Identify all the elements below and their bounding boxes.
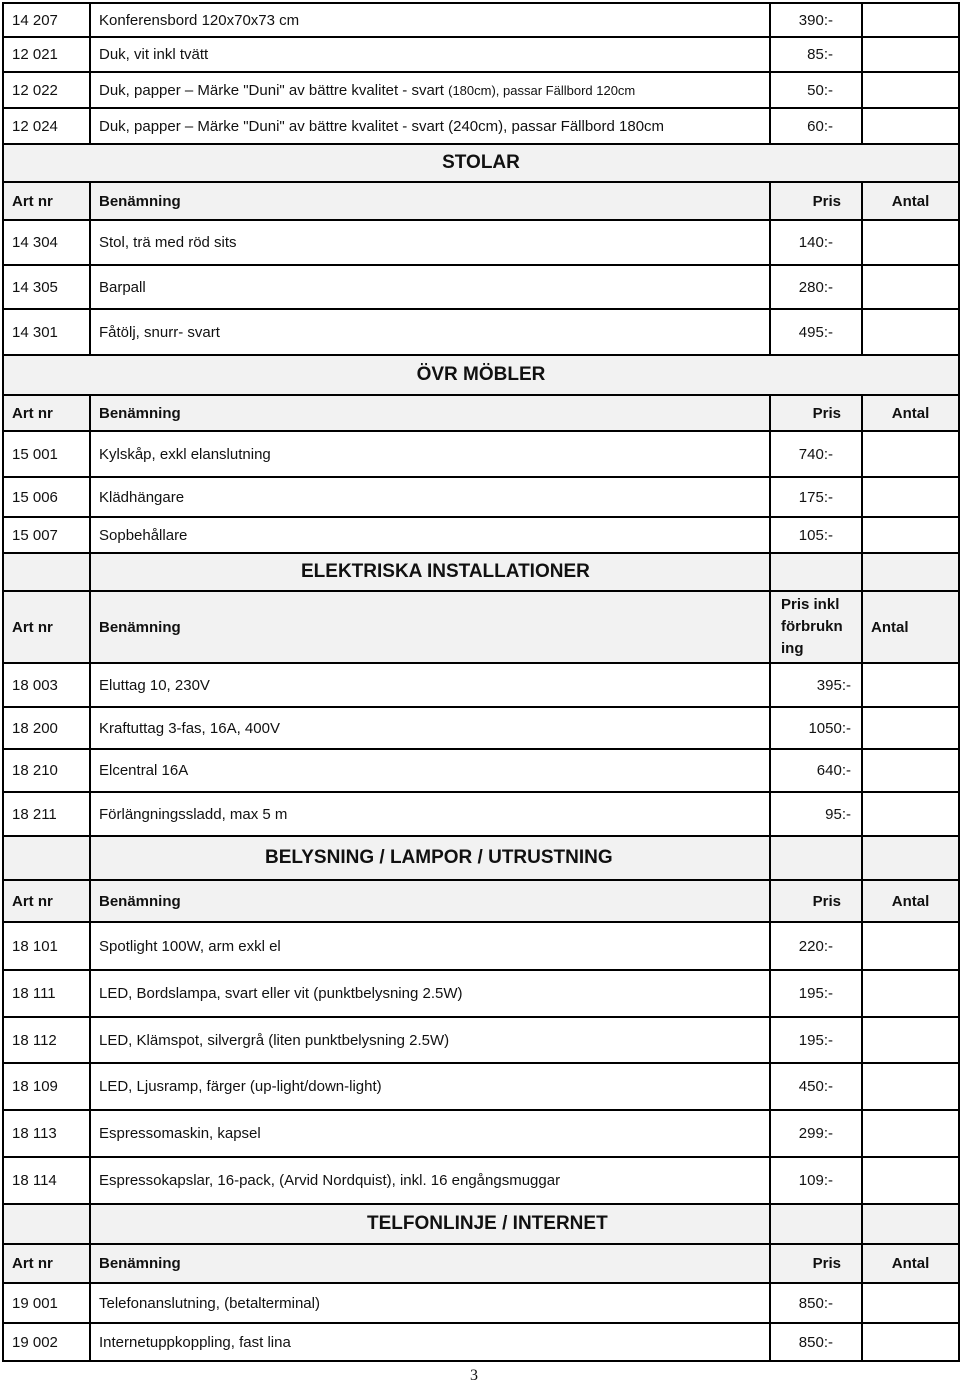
price-list-table bbox=[2, 2, 960, 1362]
item-name: LED, Ljusramp, färger (up-light/down-light) bbox=[90, 1063, 770, 1110]
item-name-main: Duk, papper – Märke "Duni" av bättre kvalitet - svart bbox=[99, 81, 449, 99]
table-row bbox=[3, 707, 959, 749]
section-blank bbox=[770, 1204, 862, 1244]
qty-cell[interactable] bbox=[862, 37, 959, 72]
item-name: Sopbehållare bbox=[90, 517, 770, 553]
art-nr: 18 112 bbox=[3, 1017, 90, 1063]
qty-cell[interactable] bbox=[862, 431, 959, 477]
item-price: 740:- bbox=[770, 431, 862, 477]
item-name: Elcentral 16A bbox=[90, 749, 770, 792]
art-nr: 14 207 bbox=[3, 3, 90, 37]
art-nr: 14 304 bbox=[3, 220, 90, 265]
qty-cell[interactable] bbox=[862, 477, 959, 517]
table-row bbox=[3, 108, 959, 144]
qty-cell[interactable] bbox=[862, 749, 959, 792]
item-price: 60:- bbox=[770, 108, 862, 144]
item-price: 495:- bbox=[770, 309, 862, 355]
section-blank bbox=[770, 836, 862, 880]
art-nr: 12 022 bbox=[3, 72, 90, 108]
table-row bbox=[3, 792, 959, 836]
qty-cell[interactable] bbox=[862, 970, 959, 1017]
item-price: 95:- bbox=[770, 792, 862, 836]
col-art-nr: Art nr bbox=[3, 395, 90, 431]
col-art-nr: Art nr bbox=[3, 880, 90, 922]
qty-cell[interactable] bbox=[862, 707, 959, 749]
column-header-row bbox=[3, 395, 959, 431]
item-name: Stol, trä med röd sits bbox=[90, 220, 770, 265]
section-title: ÖVR MÖBLER bbox=[3, 355, 959, 395]
col-qty: Antal bbox=[862, 880, 959, 922]
section-blank bbox=[3, 1204, 90, 1244]
table-row bbox=[3, 749, 959, 792]
column-header-row bbox=[3, 182, 959, 220]
table-row bbox=[3, 72, 959, 108]
col-art-nr: Art nr bbox=[3, 182, 90, 220]
art-nr: 19 001 bbox=[3, 1283, 90, 1323]
section-title: STOLAR bbox=[3, 144, 959, 182]
table-row bbox=[3, 922, 959, 970]
art-nr: 12 024 bbox=[3, 108, 90, 144]
item-price: 220:- bbox=[770, 922, 862, 970]
section-blank bbox=[862, 553, 959, 591]
art-nr: 18 109 bbox=[3, 1063, 90, 1110]
item-price: 299:- bbox=[770, 1110, 862, 1157]
item-price: 390:- bbox=[770, 3, 862, 37]
item-name: Espressomaskin, kapsel bbox=[90, 1110, 770, 1157]
table-row bbox=[3, 1283, 959, 1323]
col-art-nr: Art nr bbox=[3, 1244, 90, 1283]
table-row bbox=[3, 431, 959, 477]
item-name bbox=[90, 72, 770, 108]
column-header-row bbox=[3, 1244, 959, 1283]
item-name: Duk, vit inkl tvätt bbox=[90, 37, 770, 72]
table-row bbox=[3, 477, 959, 517]
qty-cell[interactable] bbox=[862, 1157, 959, 1204]
section-header bbox=[3, 1204, 959, 1244]
art-nr: 18 200 bbox=[3, 707, 90, 749]
item-name: Spotlight 100W, arm exkl el bbox=[90, 922, 770, 970]
item-name: Internetuppkoppling, fast lina bbox=[90, 1323, 770, 1361]
qty-cell[interactable] bbox=[862, 792, 959, 836]
section-blank bbox=[862, 1204, 959, 1244]
section-blank bbox=[770, 553, 862, 591]
item-price: 850:- bbox=[770, 1283, 862, 1323]
section-header bbox=[3, 836, 959, 880]
qty-cell[interactable] bbox=[862, 1017, 959, 1063]
item-name: Duk, papper – Märke "Duni" av bättre kvalitet - svart (240cm), passar Fällbord 180cm bbox=[90, 108, 770, 144]
qty-cell[interactable] bbox=[862, 1110, 959, 1157]
table-row bbox=[3, 1110, 959, 1157]
item-name: Eluttag 10, 230V bbox=[90, 663, 770, 707]
item-price: 50:- bbox=[770, 72, 862, 108]
qty-cell[interactable] bbox=[862, 1283, 959, 1323]
section-header bbox=[3, 355, 959, 395]
qty-cell[interactable] bbox=[862, 72, 959, 108]
column-header-row bbox=[3, 880, 959, 922]
col-name: Benämning bbox=[90, 1244, 770, 1283]
qty-cell[interactable] bbox=[862, 309, 959, 355]
qty-cell[interactable] bbox=[862, 1323, 959, 1361]
item-name: Barpall bbox=[90, 265, 770, 309]
qty-cell[interactable] bbox=[862, 220, 959, 265]
table-row bbox=[3, 517, 959, 553]
art-nr: 14 301 bbox=[3, 309, 90, 355]
col-qty: Antal bbox=[862, 1244, 959, 1283]
item-price: 1050:- bbox=[770, 707, 862, 749]
table-row bbox=[3, 1063, 959, 1110]
art-nr: 18 101 bbox=[3, 922, 90, 970]
item-price: 195:- bbox=[770, 970, 862, 1017]
qty-cell[interactable] bbox=[862, 3, 959, 37]
qty-cell[interactable] bbox=[862, 108, 959, 144]
table-row bbox=[3, 1017, 959, 1063]
section-blank bbox=[3, 836, 90, 880]
col-price: Pris bbox=[770, 1244, 862, 1283]
item-name: Förlängningssladd, max 5 m bbox=[90, 792, 770, 836]
qty-cell[interactable] bbox=[862, 1063, 959, 1110]
item-price: 85:- bbox=[770, 37, 862, 72]
table-row bbox=[3, 309, 959, 355]
art-nr: 19 002 bbox=[3, 1323, 90, 1361]
col-name: Benämning bbox=[90, 182, 770, 220]
table-row bbox=[3, 265, 959, 309]
col-name: Benämning bbox=[90, 591, 770, 663]
col-price-incl: Pris inkl förbrukn ing bbox=[770, 591, 862, 663]
item-price: 140:- bbox=[770, 220, 862, 265]
item-price: 195:- bbox=[770, 1017, 862, 1063]
table-row bbox=[3, 1157, 959, 1204]
section-header bbox=[3, 144, 959, 182]
item-name: Fåtölj, snurr- svart bbox=[90, 309, 770, 355]
item-price: 109:- bbox=[770, 1157, 862, 1204]
item-name: Klädhängare bbox=[90, 477, 770, 517]
qty-cell[interactable] bbox=[862, 663, 959, 707]
table-row bbox=[3, 220, 959, 265]
item-price: 640:- bbox=[770, 749, 862, 792]
col-art-nr: Art nr bbox=[3, 591, 90, 663]
col-qty: Antal bbox=[862, 395, 959, 431]
col-price: Pris bbox=[770, 395, 862, 431]
item-name: Kylskåp, exkl elanslutning bbox=[90, 431, 770, 477]
section-title: TELFONLINJE / INTERNET bbox=[90, 1204, 770, 1244]
qty-cell[interactable] bbox=[862, 265, 959, 309]
item-name-small: (180cm), passar Fällbord 120cm bbox=[448, 82, 636, 98]
art-nr: 18 211 bbox=[3, 792, 90, 836]
table-row bbox=[3, 970, 959, 1017]
item-name: Konferensbord 120x70x73 cm bbox=[90, 3, 770, 37]
item-price: 450:- bbox=[770, 1063, 862, 1110]
col-price: Pris bbox=[770, 182, 862, 220]
item-price: 280:- bbox=[770, 265, 862, 309]
art-nr: 12 021 bbox=[3, 37, 90, 72]
item-name: LED, Bordslampa, svart eller vit (punktbelysning 2.5W) bbox=[90, 970, 770, 1017]
table-row bbox=[3, 37, 959, 72]
art-nr: 18 114 bbox=[3, 1157, 90, 1204]
col-name: Benämning bbox=[90, 395, 770, 431]
col-qty: Antal bbox=[862, 182, 959, 220]
table-row bbox=[3, 3, 959, 37]
art-nr: 18 113 bbox=[3, 1110, 90, 1157]
art-nr: 15 001 bbox=[3, 431, 90, 477]
qty-cell[interactable] bbox=[862, 922, 959, 970]
column-header-row bbox=[3, 591, 959, 663]
table-row bbox=[3, 1323, 959, 1361]
art-nr: 14 305 bbox=[3, 265, 90, 309]
section-title: BELYSNING / LAMPOR / UTRUSTNING bbox=[90, 836, 770, 880]
item-price: 395:- bbox=[770, 663, 862, 707]
col-price: Pris bbox=[770, 880, 862, 922]
qty-cell[interactable] bbox=[862, 517, 959, 553]
art-nr: 18 210 bbox=[3, 749, 90, 792]
table-row bbox=[3, 663, 959, 707]
col-qty: Antal bbox=[862, 591, 959, 663]
section-blank bbox=[862, 836, 959, 880]
item-name: Espressokapslar, 16-pack, (Arvid Nordquist), inkl. 16 engångsmuggar bbox=[90, 1157, 770, 1204]
item-price: 105:- bbox=[770, 517, 862, 553]
section-header bbox=[3, 553, 959, 591]
page-number: 3 bbox=[470, 1367, 478, 1384]
section-blank bbox=[3, 553, 90, 591]
art-nr: 18 003 bbox=[3, 663, 90, 707]
art-nr: 15 006 bbox=[3, 477, 90, 517]
item-name: Kraftuttag 3-fas, 16A, 400V bbox=[90, 707, 770, 749]
item-price: 175:- bbox=[770, 477, 862, 517]
section-title: ELEKTRISKA INSTALLATIONER bbox=[90, 553, 770, 591]
item-price: 850:- bbox=[770, 1323, 862, 1361]
item-name: LED, Klämspot, silvergrå (liten punktbelysning 2.5W) bbox=[90, 1017, 770, 1063]
art-nr: 18 111 bbox=[3, 970, 90, 1017]
col-name: Benämning bbox=[90, 880, 770, 922]
art-nr: 15 007 bbox=[3, 517, 90, 553]
item-name: Telefonanslutning, (betalterminal) bbox=[90, 1283, 770, 1323]
